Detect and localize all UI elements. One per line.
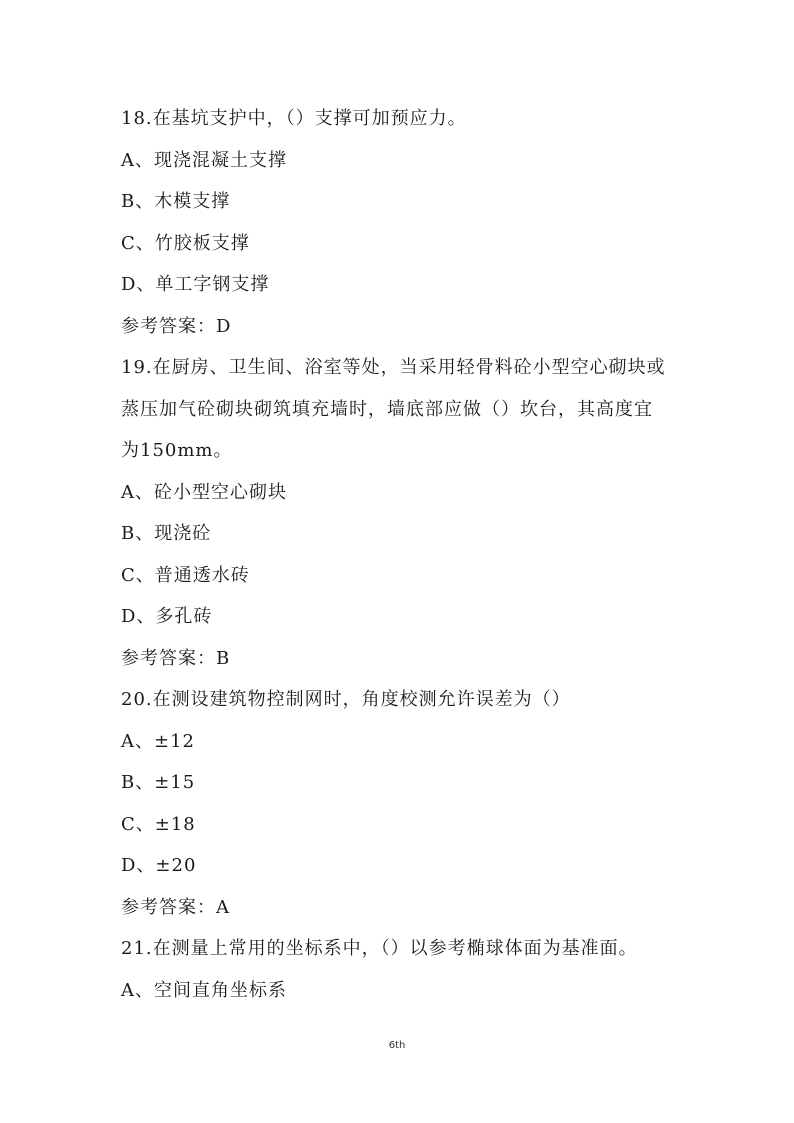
question-20-answer: 参考答案：A (121, 896, 230, 918)
question-18-option-b: B、木模支撑 (121, 191, 231, 212)
question-19-answer: 参考答案：B (121, 647, 231, 669)
question-19-option-d: D、多孔砖 (121, 606, 213, 627)
question-18-option-c: C、竹胶板支撑 (121, 232, 250, 254)
question-19-option-a: A、砼小型空心砌块 (121, 481, 287, 503)
page-number: 6th (388, 1040, 406, 1051)
question-19-option-c: C、普通透水砖 (121, 564, 250, 586)
question-19-option-b: B、现浇砼 (121, 523, 212, 544)
question-18-option-a: A、现浇混凝土支撑 (121, 149, 287, 171)
question-19-text-line-1: 19.在厨房、卫生间、浴室等处，当采用轻骨料砼小型空心砌块或 (121, 357, 666, 378)
question-21-text: 21.在测量上常用的坐标系中，（）以参考椭球体面为基准面。 (121, 938, 638, 959)
document-body (121, 98, 681, 1011)
question-20-option-c: C、±18 (121, 813, 196, 835)
question-20-option-b: B、±15 (121, 772, 196, 793)
question-20-text: 20.在测设建筑物控制网时，角度校测允许误差为（） (121, 689, 571, 710)
question-19-text-line-2: 蒸压加气砼砌块砌筑填充墙时，墙底部应做（）坎台，其高度宜 (121, 398, 653, 420)
question-20-option-a: A、±12 (121, 730, 195, 752)
question-18-answer: 参考答案：D (121, 315, 232, 337)
question-18-option-d: D、单工字钢支撑 (121, 274, 270, 295)
question-20-option-d: D、±20 (121, 855, 197, 876)
question-19-text-line-3: 为150mm。 (121, 440, 233, 461)
question-21-option-a: A、空间直角坐标系 (121, 979, 287, 1001)
question-18-text: 18.在基坑支护中，（）支撑可加预应力。 (121, 108, 467, 129)
